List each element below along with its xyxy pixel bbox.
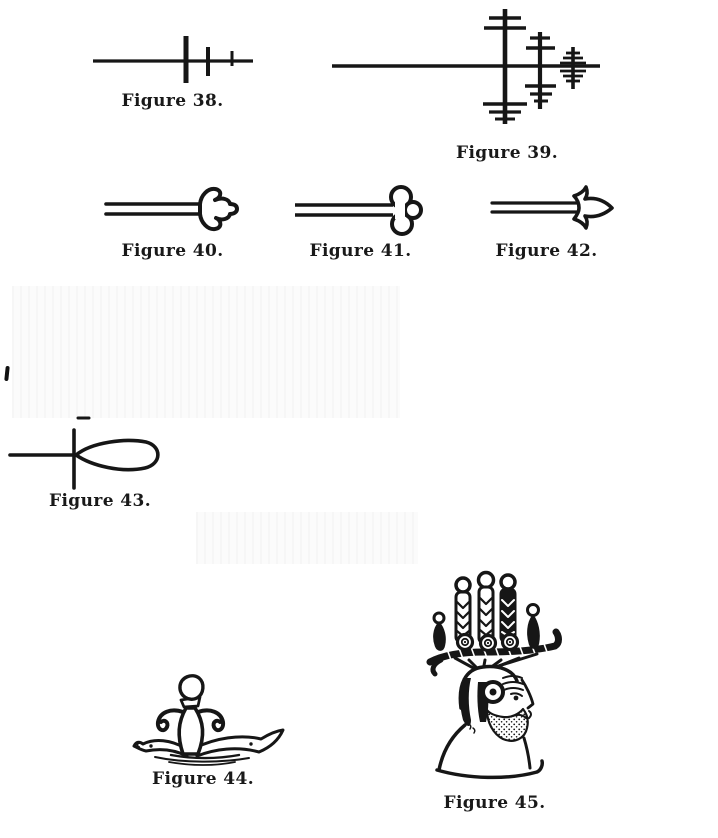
figure-43-caption: Figure 43.	[48, 491, 152, 511]
barred-crosses-icon	[328, 4, 606, 132]
figure-45-caption: Figure 45.	[443, 793, 546, 813]
barbed-arrow-icon	[486, 181, 626, 236]
crowfoot-spear-icon	[98, 183, 243, 238]
figure-38-caption: Figure 38.	[121, 91, 224, 111]
figure-40-caption: Figure 40.	[121, 241, 224, 261]
figure-39-drawing	[328, 4, 606, 132]
margin-ink-mark	[4, 366, 10, 381]
halftone-residue	[196, 512, 418, 564]
figure-42-caption: Figure 42.	[495, 241, 598, 261]
clover-spear-icon	[291, 183, 436, 241]
figure-44-drawing	[131, 664, 303, 772]
palmette-ornament-icon	[131, 664, 303, 772]
line-with-three-bars-icon	[88, 28, 263, 98]
figure-43-drawing	[2, 408, 177, 503]
figure-39-caption: Figure 39.	[455, 143, 559, 163]
figure-42-drawing	[486, 181, 626, 236]
figure-41-caption: Figure 41.	[309, 241, 412, 261]
figure-40-drawing	[98, 183, 243, 238]
figure-44-caption: Figure 44.	[151, 769, 255, 789]
figure-38-drawing	[88, 28, 263, 98]
halftone-residue	[12, 286, 400, 418]
looped-cross-icon	[2, 408, 177, 503]
figure-45-drawing	[423, 568, 621, 803]
bearded-head-headdress-icon	[423, 568, 621, 803]
figure-41-drawing	[291, 183, 436, 241]
